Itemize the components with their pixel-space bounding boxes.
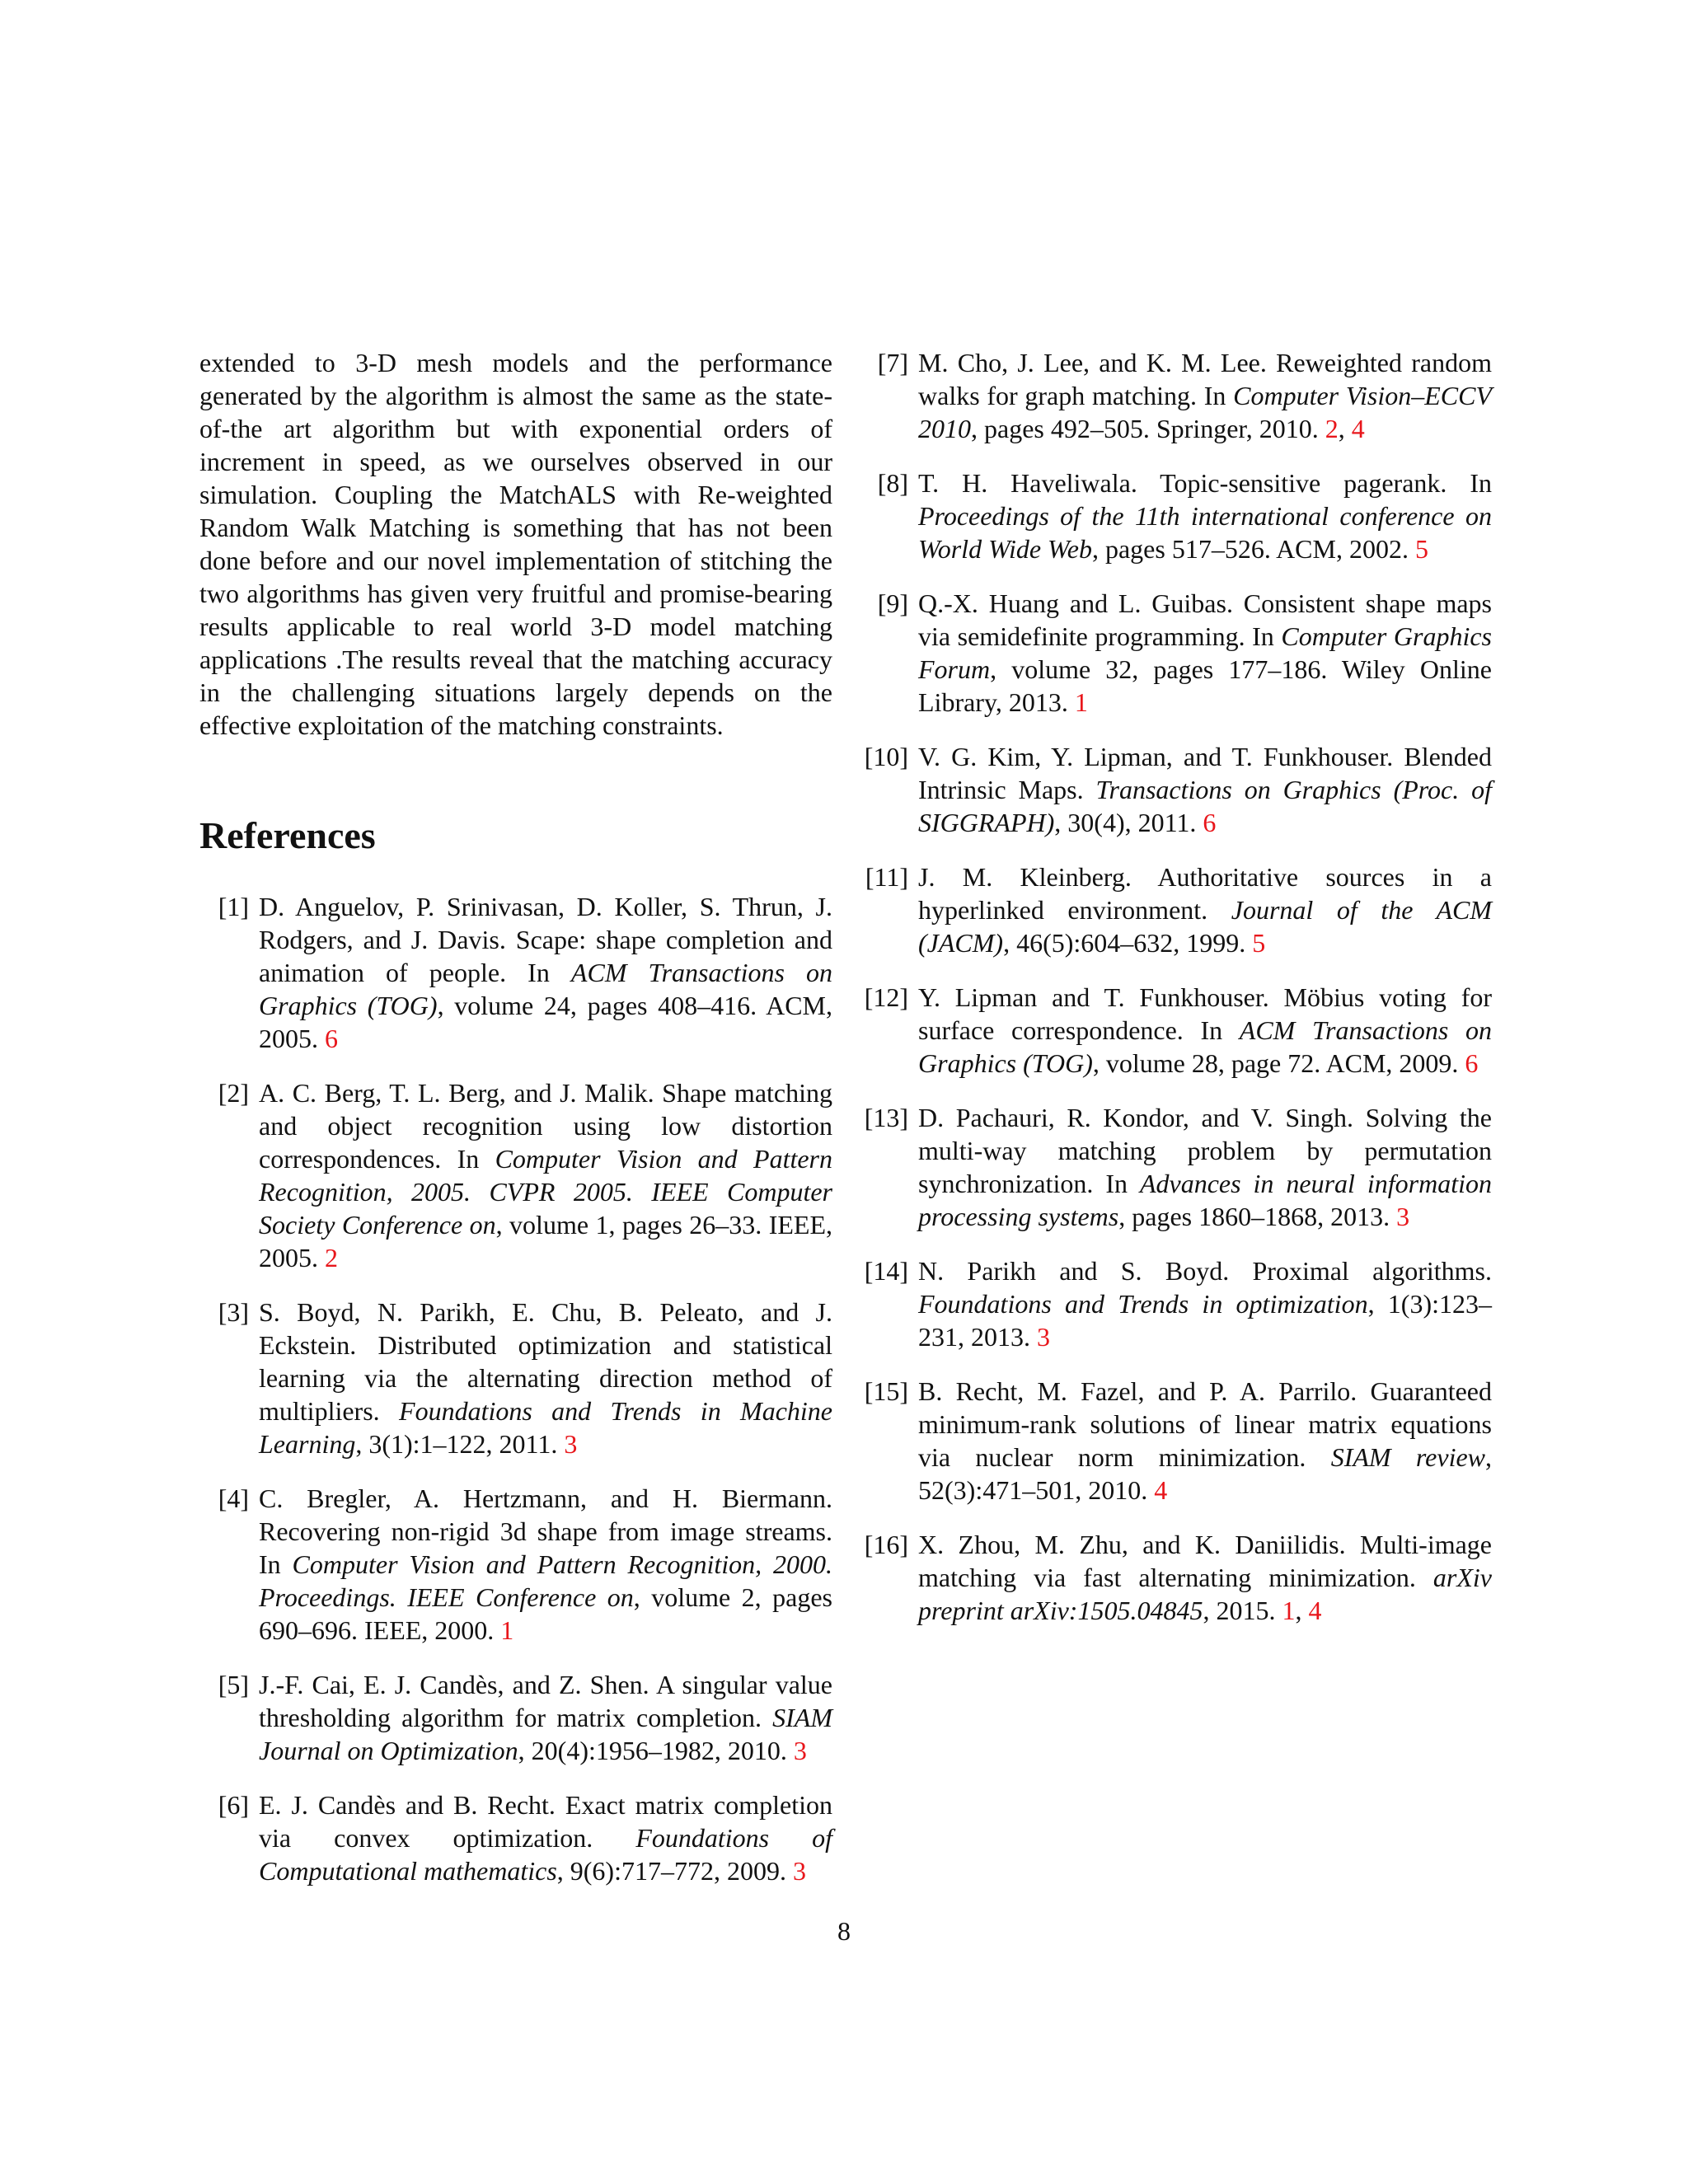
reference-venue: Transactions on Graphics (Proc. of SIGGRAPH) xyxy=(918,775,1492,837)
reference-text xyxy=(918,742,1492,837)
reference-text xyxy=(918,1103,1492,1231)
reference-label: [11] xyxy=(865,862,908,892)
reference-item xyxy=(859,1528,1492,1627)
reference-venue: Computer Vision–ECCV 2010 xyxy=(918,381,1493,443)
reference-label: [15] xyxy=(864,1376,908,1406)
reference-details: , volume 32, pages 177–186. Wiley Online Library, 2013. xyxy=(918,654,1492,717)
reference-venue: Journal of the ACM (JACM) xyxy=(918,895,1493,958)
backref-link[interactable]: 2 xyxy=(1325,414,1339,443)
reference-authors-title: Q.-X. Huang and L. Guibas. Consistent shape maps via semidefinite programming. In xyxy=(918,588,1492,651)
reference-venue: Computer Vision and Pattern Recognition, 2005. CVPR 2005. IEEE Computer Society Conference on xyxy=(259,1144,832,1240)
reference-details: , volume 2, pages 690–696. IEEE, 2000. xyxy=(259,1582,833,1645)
reference-text xyxy=(918,862,1492,958)
cite-separator: , xyxy=(1295,1596,1309,1625)
reference-item xyxy=(859,740,1492,839)
reference-item xyxy=(199,1076,832,1274)
reference-label: [12] xyxy=(864,982,908,1012)
reference-label: [13] xyxy=(864,1103,908,1132)
reference-authors-title: B. Recht, M. Fazel, and P. A. Parrilo. Guaranteed minimum-rank solutions of linear matrix equations via nuclear norm minimization. xyxy=(918,1376,1492,1472)
reference-venue: Computer Vision and Pattern Recognition, 2000. Proceedings. IEEE Conference on xyxy=(259,1549,833,1612)
backref-link[interactable]: 6 xyxy=(1203,808,1217,837)
reference-label: [5] xyxy=(218,1670,249,1699)
backref-link[interactable]: 6 xyxy=(1465,1048,1479,1078)
reference-venue: Foundations and Trends in Machine Learning xyxy=(259,1396,833,1459)
reference-details: , 20(4):1956–1982, 2010. xyxy=(518,1736,794,1765)
reference-item xyxy=(859,981,1492,1080)
reference-label: [10] xyxy=(864,742,908,771)
body-paragraph: extended to 3-D mesh models and the performance generated by the algorithm is almost the same as the state-of-the art algorithm but with exponential orders of increment in speed, as we ourselves observed in our simulation. Coupling the MatchALS with Re-weighted Random Walk Matching is something that has not been done before and our novel implementation of stitching the two algorithms has given very fruitful and promise-bearing results applicable to real world 3-D model matching applications .The results reveal that the matching accuracy in the challenging situations largely depends on the effective exploitation of the matching constraints. xyxy=(199,348,832,740)
reference-venue: arXiv preprint arXiv:1505.04845 xyxy=(918,1563,1492,1625)
reference-label: [14] xyxy=(864,1256,908,1286)
reference-venue: SIAM Journal on Optimization xyxy=(259,1703,832,1765)
right-column xyxy=(859,346,1492,1648)
backref-link[interactable]: 4 xyxy=(1308,1596,1322,1625)
reference-authors-title: S. Boyd, N. Parikh, E. Chu, B. Peleato, and J. Eckstein. Distributed optimization and statistical learning via the alternating direction method of multipliers. xyxy=(259,1297,832,1426)
reference-label: [1] xyxy=(218,892,249,921)
backref-link[interactable]: 2 xyxy=(325,1243,338,1272)
reference-authors-title: D. Pachauri, R. Kondor, and V. Singh. Solving the multi-way matching problem by permutation synchronization. In xyxy=(918,1103,1492,1198)
reference-text xyxy=(259,1670,832,1765)
backref-link[interactable]: 1 xyxy=(500,1615,514,1645)
reference-venue: ACM Transactions on Graphics (TOG) xyxy=(259,958,833,1020)
reference-text xyxy=(918,1530,1492,1625)
backref-link[interactable]: 3 xyxy=(793,1736,807,1765)
backref-link[interactable]: 1 xyxy=(1282,1596,1296,1625)
left-column xyxy=(199,346,832,1909)
reference-text xyxy=(918,468,1492,564)
reference-item xyxy=(199,1296,832,1460)
reference-authors-title: X. Zhou, M. Zhu, and K. Daniilidis. Multi-image matching via fast alternating minimization. xyxy=(918,1530,1492,1592)
backref-link[interactable]: 4 xyxy=(1154,1475,1168,1505)
reference-authors-title: C. Bregler, A. Hertzmann, and H. Biermann. Recovering non-rigid 3d shape from image streams. In xyxy=(259,1483,832,1579)
reference-item xyxy=(859,466,1492,565)
reference-item xyxy=(859,587,1492,719)
reference-venue: Advances in neural information processing systems xyxy=(918,1169,1493,1231)
page-number: 8 xyxy=(837,1916,851,1946)
reference-text xyxy=(918,1376,1492,1505)
reference-venue: Proceedings of the 11th international conference on World Wide Web xyxy=(918,501,1492,564)
reference-label: [7] xyxy=(877,348,908,377)
reference-details: , 52(3):471–501, 2010. xyxy=(918,1442,1493,1505)
reference-authors-title: D. Anguelov, P. Srinivasan, D. Koller, S. Thrun, J. Rodgers, and J. Davis. Scape: shape completion and animation of people. In xyxy=(259,892,832,987)
reference-list-right xyxy=(859,346,1492,1627)
reference-details: , volume 28, page 72. ACM, 2009. xyxy=(1092,1048,1465,1078)
backref-link[interactable]: 3 xyxy=(564,1429,578,1459)
reference-item xyxy=(199,1482,832,1647)
references-heading: References xyxy=(199,814,376,856)
reference-text xyxy=(918,348,1492,443)
backref-link[interactable]: 3 xyxy=(1037,1322,1050,1352)
reference-text xyxy=(259,1297,832,1459)
backref-link[interactable]: 4 xyxy=(1351,414,1365,443)
backref-link[interactable]: 3 xyxy=(792,1856,806,1886)
reference-details: , 3(1):1–122, 2011. xyxy=(355,1429,565,1459)
backref-link[interactable]: 5 xyxy=(1414,534,1428,564)
reference-item xyxy=(199,1668,832,1767)
reference-text xyxy=(259,1078,832,1272)
backref-link[interactable]: 1 xyxy=(1074,687,1088,717)
reference-authors-title: J. M. Kleinberg. Authoritative sources in a hyperlinked environment. xyxy=(918,862,1492,925)
reference-details: , pages 492–505. Springer, 2010. xyxy=(971,414,1325,443)
reference-details: , 2015. xyxy=(1203,1596,1282,1625)
reference-authors-title: E. J. Candès and B. Recht. Exact matrix completion via convex optimization. xyxy=(259,1790,832,1853)
reference-label: [3] xyxy=(218,1297,249,1327)
reference-label: [2] xyxy=(218,1078,249,1108)
reference-authors-title: T. H. Haveliwala. Topic-sensitive pagerank. In xyxy=(918,468,1492,498)
reference-authors-title: M. Cho, J. Lee, and K. M. Lee. Reweighted random walks for graph matching. In xyxy=(918,348,1492,410)
reference-venue: ACM Transactions on Graphics (TOG) xyxy=(918,1015,1493,1078)
reference-item xyxy=(859,1254,1492,1353)
reference-authors-title: N. Parikh and S. Boyd. Proximal algorithms. xyxy=(918,1256,1492,1286)
cite-separator: , xyxy=(1338,414,1352,443)
reference-details: , 1(3):123–231, 2013. xyxy=(918,1289,1493,1352)
reference-item xyxy=(199,890,832,1055)
reference-details: , 9(6):717–772, 2009. xyxy=(556,1856,793,1886)
reference-text xyxy=(259,892,832,1053)
backref-link[interactable]: 3 xyxy=(1396,1202,1410,1231)
reference-item xyxy=(859,1375,1492,1507)
reference-authors-title: Y. Lipman and T. Funkhouser. Möbius voting for surface correspondence. In xyxy=(918,982,1492,1045)
backref-link[interactable]: 6 xyxy=(325,1024,338,1053)
reference-details: , pages 1860–1868, 2013. xyxy=(1118,1202,1397,1231)
reference-text xyxy=(918,588,1492,717)
reference-label: [8] xyxy=(877,468,908,498)
reference-details: , 46(5):604–632, 1999. xyxy=(1003,928,1253,958)
reference-text xyxy=(259,1790,832,1886)
reference-item xyxy=(859,1101,1492,1233)
reference-authors-title: J.-F. Cai, E. J. Candès, and Z. Shen. A singular value thresholding algorithm for matrix completion. xyxy=(259,1670,832,1732)
reference-item xyxy=(199,1788,832,1887)
reference-text xyxy=(918,1256,1492,1352)
reference-venue: SIAM review xyxy=(1330,1442,1486,1472)
reference-venue: Foundations of Computational mathematics xyxy=(259,1823,833,1886)
reference-label: [6] xyxy=(218,1790,249,1820)
reference-list-left xyxy=(199,890,832,1887)
reference-details: , 30(4), 2011. xyxy=(1054,808,1203,837)
reference-details: , volume 1, pages 26–33. IEEE, 2005. xyxy=(259,1210,833,1272)
reference-label: [16] xyxy=(864,1530,908,1559)
reference-details: , pages 517–526. ACM, 2002. xyxy=(1091,534,1415,564)
reference-text xyxy=(259,1483,832,1645)
reference-venue: Computer Graphics Forum xyxy=(918,621,1493,684)
backref-link[interactable]: 5 xyxy=(1252,928,1266,958)
reference-authors-title: V. G. Kim, Y. Lipman, and T. Funkhouser. Blended Intrinsic Maps. xyxy=(918,742,1492,804)
reference-item xyxy=(859,860,1492,959)
reference-authors-title: A. C. Berg, T. L. Berg, and J. Malik. Shape matching and object recognition using low distortion correspondences. In xyxy=(259,1078,832,1174)
reference-text xyxy=(918,982,1492,1078)
reference-venue: Foundations and Trends in optimization xyxy=(918,1289,1368,1319)
reference-details: , volume 24, pages 408–416. ACM, 2005. xyxy=(259,991,833,1053)
reference-item xyxy=(859,346,1492,445)
reference-label: [9] xyxy=(877,588,908,618)
reference-label: [4] xyxy=(218,1483,249,1513)
